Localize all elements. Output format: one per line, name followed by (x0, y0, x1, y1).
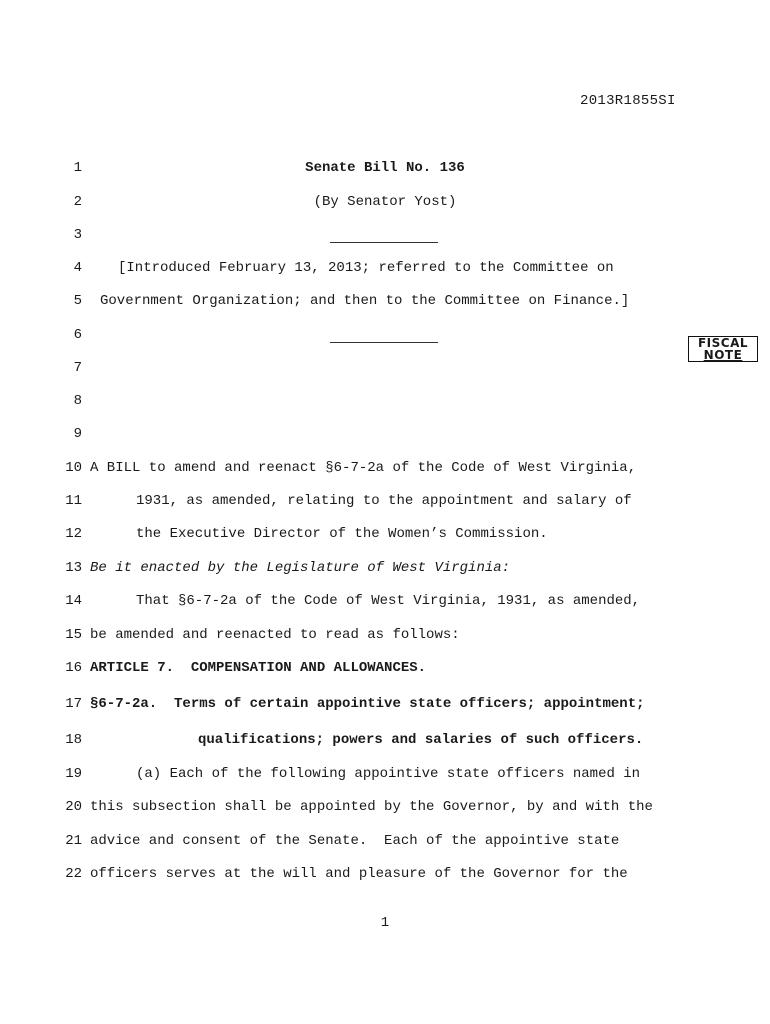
line-number: 21 (65, 833, 82, 849)
line-number: 1 (73, 160, 82, 176)
bill-text: 1931, as amended, relating to the appointment and salary of (136, 493, 632, 509)
bill-text: (a) Each of the following appointive state officers named in (136, 766, 641, 782)
bill-text: the Executive Director of the Women’s Commission. (136, 526, 548, 542)
line-number: 12 (65, 526, 82, 542)
line-number: 19 (65, 766, 82, 782)
separator-rule (330, 242, 438, 243)
bill-text: be amended and reenacted to read as follows: (90, 627, 460, 643)
line-number: 18 (65, 732, 82, 748)
line-number: 4 (73, 260, 82, 276)
separator-rule (330, 342, 438, 343)
fiscal-note-line2: NOTE (703, 348, 743, 362)
line-number: 2 (73, 194, 82, 210)
line-number: 11 (65, 493, 82, 509)
line-number: 5 (73, 293, 82, 309)
line-number: 9 (73, 426, 82, 442)
line-number: 20 (65, 799, 82, 815)
introduction-note: [Introduced February 13, 2013; referred to the Committee on (118, 260, 614, 276)
line-number: 15 (65, 627, 82, 643)
line-number: 13 (65, 560, 82, 576)
section-heading: §6-7-2a. Terms of certain appointive state officers; appointment; (90, 696, 645, 712)
line-number: 7 (73, 360, 82, 376)
line-number: 3 (73, 227, 82, 243)
article-heading: ARTICLE 7. COMPENSATION AND ALLOWANCES. (90, 660, 427, 676)
section-heading: qualifications; powers and salaries of such officers. (198, 732, 644, 748)
line-number: 17 (65, 696, 82, 712)
bill-text: officers serves at the will and pleasure of the Governor for the (90, 866, 628, 882)
bill-text: A BILL to amend and reenact §6-7-2a of the Code of West Virginia, (90, 460, 637, 476)
line-number: 10 (65, 460, 82, 476)
bill-text: That §6-7-2a of the Code of West Virginia, 1931, as amended, (136, 593, 641, 609)
document-id: 2013R1855SI (580, 93, 676, 109)
bill-text: this subsection shall be appointed by the Governor, by and with the (90, 799, 653, 815)
line-number: 6 (73, 327, 82, 343)
page-number-footer (0, 915, 770, 931)
introduction-note: Government Organization; and then to the Committee on Finance.] (100, 293, 630, 309)
line-number: 22 (65, 866, 82, 882)
enacting-clause: Be it enacted by the Legislature of West Virginia: (90, 560, 511, 576)
line-number: 8 (73, 393, 82, 409)
bill-title: Senate Bill No. 136 (305, 160, 465, 176)
fiscal-note-stamp (688, 336, 758, 362)
bill-text: advice and consent of the Senate. Each of the appointive state (90, 833, 620, 849)
page-number: 1 (380, 915, 390, 931)
fiscal-note-line1: FISCAL (697, 336, 749, 350)
line-number: 14 (65, 593, 82, 609)
bill-sponsor: (By Senator Yost) (313, 194, 457, 210)
line-number: 16 (65, 660, 82, 676)
